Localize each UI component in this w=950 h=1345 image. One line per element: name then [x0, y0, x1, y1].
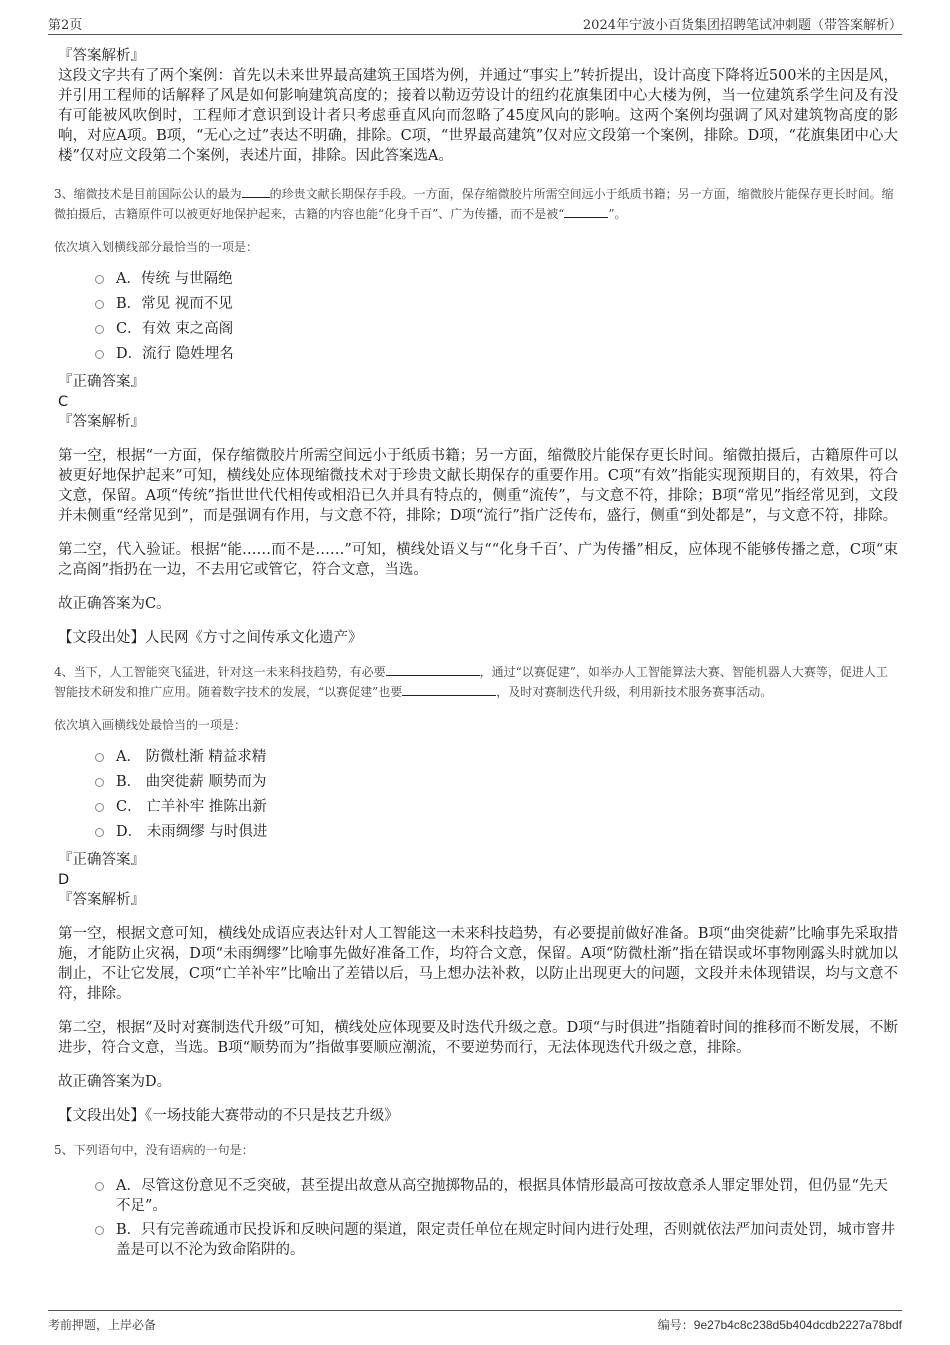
q4-conclusion: 故正确答案为D。 — [58, 1074, 172, 1090]
radio-button-icon[interactable] — [95, 1226, 104, 1235]
option-a[interactable]: A． 防微杜渐 精益求精 — [58, 747, 898, 767]
radio-button-icon[interactable] — [95, 350, 104, 359]
q3-prompt: 依次填入划横线部分最恰当的一项是： — [54, 240, 259, 254]
q3-analysis-label: 『答案解析』 — [58, 414, 145, 430]
option-d[interactable]: D．流行 隐姓埋名 — [58, 344, 898, 364]
option-a[interactable]: A．传统 与世隔绝 — [58, 269, 898, 289]
q4-stem: 4、当下，人工智能突飞猛进，针对这一未来科技趋势，有必要 ，通过“以赛促建”，如举办人工智能算法大赛、智能机器人大赛等，促进人工智能技术研发和推广应用。随着数字技术的发展，“以赛促建”也要 ，及时对赛制迭代升级，利用新技术服务赛事活动。 — [54, 665, 888, 699]
document-title: 2024年宁波小百货集团招聘笔试冲刺题（带答案解析） — [582, 18, 902, 33]
q4-analysis-label: 『答案解析』 — [58, 892, 145, 908]
radio-button-icon[interactable] — [95, 1182, 104, 1191]
radio-button-icon[interactable] — [95, 778, 104, 787]
q3-source: 【文段出处】人民网《方寸之间传承文化遗产》 — [58, 630, 363, 646]
radio-button-icon[interactable] — [95, 828, 104, 837]
q4-options — [58, 747, 898, 842]
page-content — [54, 46, 898, 1260]
q3-correct-label: 『正确答案』 — [58, 374, 145, 390]
q5-stem: 5、下列语句中，没有语病的一句是： — [54, 1143, 254, 1157]
option-d[interactable]: D． 未雨绸缪 与时俱进 — [58, 822, 898, 842]
q4-analysis-2: 第二空，根据“及时对赛制迭代升级”可知，横线处应体现要及时迭代升级之意。D项“与时俱进”指随着时间的推移而不断发展，不断进步，符合文意，当选。B项“顺势而为”指做事要顺应潮流，不要逆势而行，无法体现迭代升级之意，排除。 — [58, 1020, 898, 1056]
q4-source: 【文段出处】《一场技能大赛带动的不只是技艺升级》 — [58, 1108, 399, 1124]
radio-button-icon[interactable] — [95, 753, 104, 762]
q3-analysis-2: 第二空，代入验证。根据“能……而不是……”可知，横线处语义与““化身千百’、广为传播”相反，应体现不能够传播之意，C项“束之高阁”指扔在一边，不去用它或管它，符合文意，当选。 — [58, 542, 898, 578]
q3-conclusion: 故正确答案为C。 — [58, 596, 171, 612]
q4-analysis-1: 第一空，根据文意可知，横线处成语应表达针对人工智能这一未来科技趋势，有必要提前做好准备。B项“曲突徙薪”比喻事先采取措施，才能防止灾祸，D项“未雨绸缪”比喻事先做好准备工作，均符合文意，保留。A项“防微杜渐”指在错误或坏事物刚露头时就加以制止，不让它发展，C项“亡羊补牢”比喻出了差错以后，马上想办法补救，以防止出现更大的问题，文段并未体现错误，均与文意不符，排除。 — [58, 926, 898, 1002]
q3-analysis-1: 第一空，根据“一方面，保存缩微胶片所需空间远小于纸质书籍；另一方面，缩微胶片能保存更长时间。缩微拍摄后，古籍原件可以被更好地保护起来”可知，横线处应体现缩微技术对于珍贵文献长期保存的重要作用。C项“有效”指能实现预期目的，有效果，符合文意，保留。A项“传统”指世世代代相传或相沿已久并具有特点的，侧重“流传”，与文意不符，排除；B项“常见”指经常见到，文段并未侧重“经常见到”，而是强调有作用，与文意不符，排除；D项“流行”指广泛传布，盛行，侧重“到处都是”，与文意不符，排除。 — [58, 448, 898, 524]
footer-slogan: 考前押题，上岸必备 — [48, 1318, 157, 1332]
q2-analysis-label: 『答案解析』 — [58, 48, 145, 64]
page-number: 第2页 — [48, 18, 83, 33]
option-b[interactable]: B．只有完善疏通市民投诉和反映问题的渠道，限定责任单位在规定时间内进行处理，否则就依法严加问责处罚，城市窨井盖是可以不沦为致命陷阱的。 — [58, 1220, 898, 1260]
blank-2 — [402, 683, 496, 696]
option-b[interactable]: B．常见 视而不见 — [58, 294, 898, 314]
blank-2 — [564, 205, 608, 218]
q4-prompt: 依次填入画横线处最恰当的一项是： — [54, 718, 247, 732]
blank-1 — [242, 185, 270, 198]
page-header — [48, 12, 902, 35]
q4-correct-answer: D — [58, 872, 70, 888]
document-code: 编号：9e27b4c8c238d5b404dcdb2227a78bdf — [657, 1318, 902, 1332]
page-footer — [48, 1310, 902, 1333]
radio-button-icon[interactable] — [95, 803, 104, 812]
q2-analysis: 这段文字共有了两个案例：首先以未来世界最高建筑王国塔为例，并通过“事实上”转折提出，设计高度下降将近500米的主因是风，并引用工程师的话解释了风是如何影响建筑高度的；接着以勒迈劳设计的纽约花旗集团中心大楼为例，当一位建筑系学生问及有没有可能被风吹倒时，工程师才意识到设计者只考虑垂直风向而忽略了45度风向的影响。这两个案例均强调了风对建筑物高度的影响，对应A项。B项，“无心之过”表达不明确，排除。C项，“世界最高建筑”仅对应文段第一个案例，排除。D项，“花旗集团中心大楼”仅对应文段第二个案例，表述片面，排除。因此答案选A。 — [58, 68, 898, 164]
q3-stem: 3、缩微技术是目前国际公认的最为 的珍贵文献长期保存手段。一方面，保存缩微胶片所需空间远小于纸质书籍；另一方面，缩微胶片能保存更长时间。缩微拍摄后，古籍原件可以被更好地保护起来，古籍的内容也能“化身千百”、广为传播，而不是被“ ”。 — [54, 187, 894, 221]
option-a[interactable]: A．尽管这份意见不乏突破，甚至提出故意从高空抛掷物品的，根据具体情形最高可按故意杀人罪定罪处罚，但仍显“先天不足”。 — [58, 1176, 898, 1216]
q3-correct-answer: C — [58, 394, 69, 410]
q3-options — [58, 269, 898, 364]
option-b[interactable]: B． 曲突徙薪 顺势而为 — [58, 772, 898, 792]
blank-1 — [386, 663, 480, 676]
radio-button-icon[interactable] — [95, 325, 104, 334]
radio-button-icon[interactable] — [95, 275, 104, 284]
radio-button-icon[interactable] — [95, 300, 104, 309]
q5-options — [58, 1176, 898, 1260]
option-c[interactable]: C．有效 束之高阁 — [58, 319, 898, 339]
q4-correct-label: 『正确答案』 — [58, 852, 145, 868]
option-c[interactable]: C． 亡羊补牢 推陈出新 — [58, 797, 898, 817]
